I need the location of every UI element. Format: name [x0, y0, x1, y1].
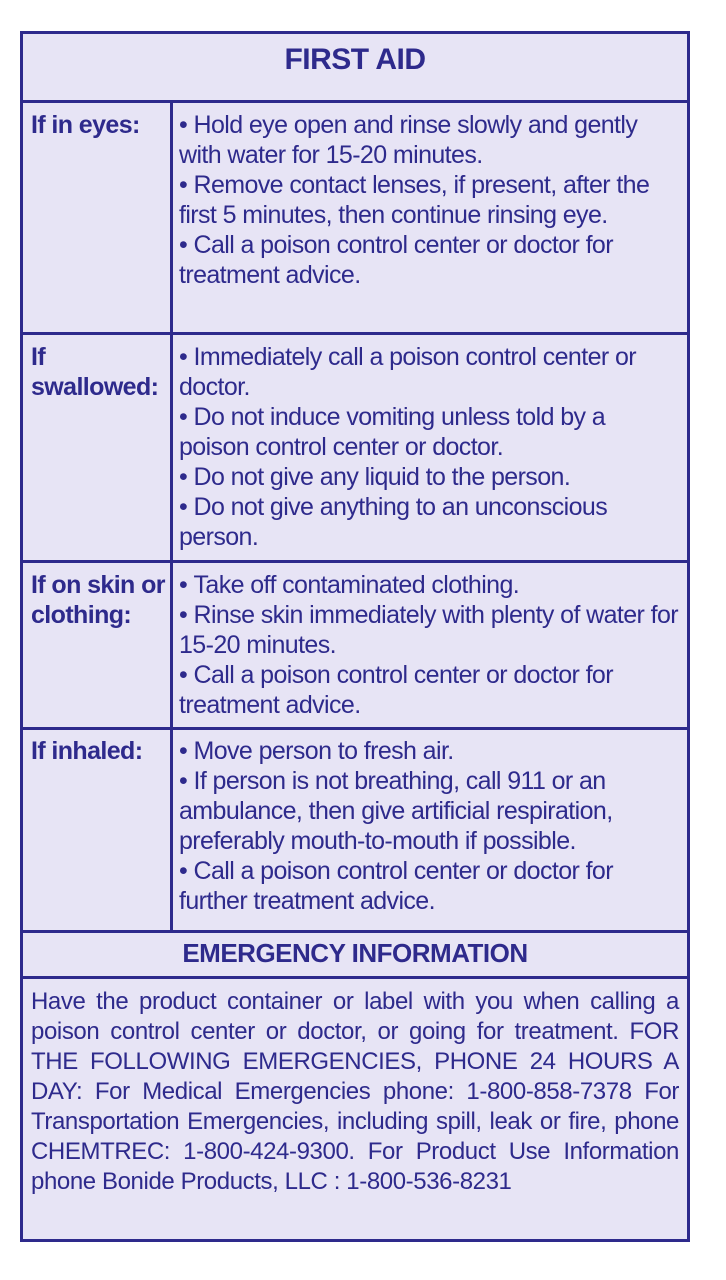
- section-label-swallowed: If swallowed:: [31, 343, 159, 401]
- first-aid-panel: [20, 31, 690, 1242]
- list-item: • Do not give anything to an unconscious person.: [179, 492, 681, 552]
- list-item: • Rinse skin immediately with plenty of water for 15-20 minutes.: [179, 600, 681, 660]
- section-items-eyes: [179, 110, 681, 290]
- section-label-skin: If on skin or clothing:: [31, 571, 165, 629]
- list-item: • Immediately call a poison control center or doctor.: [179, 342, 681, 402]
- divider: [23, 976, 687, 979]
- list-item: • Do not induce vomiting unless told by a poison control center or doctor.: [179, 402, 681, 462]
- section-label-inhaled: If inhaled:: [31, 737, 143, 765]
- list-item: • Call a poison control center or doctor for treatment advice.: [179, 230, 681, 290]
- section-items-swallowed: [179, 342, 681, 552]
- section-items-inhaled: [179, 736, 681, 916]
- section-items-skin: [179, 570, 681, 720]
- list-item: • Call a poison control center or doctor for treatment advice.: [179, 660, 681, 720]
- list-item: • Do not give any liquid to the person.: [179, 462, 681, 492]
- divider: [23, 100, 687, 103]
- divider: [23, 727, 687, 730]
- list-item: • Take off contaminated clothing.: [179, 570, 681, 600]
- emergency-text: Have the product container or label with you when calling a poison control center or doctor, or going for treatment. FOR THE FOLLOWING EMERGENCIES, PHONE 24 HOURS A DAY: For Medical Emergencies phone: 1-800-858-7378 For Transportation Emergencies, including spill, leak or fire, phone CHEMTREC: 1-800-424-9300. For Product Use Information phone Bonide Products, LLC : 1-800-536-8231: [31, 988, 679, 1195]
- first-aid-title: FIRST AID: [284, 43, 426, 76]
- list-item: • Call a poison control center or doctor for further treatment advice.: [179, 856, 681, 916]
- list-item: • Move person to fresh air.: [179, 736, 681, 766]
- divider: [23, 332, 687, 335]
- emergency-title: EMERGENCY INFORMATION: [182, 938, 528, 968]
- list-item: • Remove contact lenses, if present, after the first 5 minutes, then continue rinsing eye.: [179, 170, 681, 230]
- list-item: • Hold eye open and rinse slowly and gently with water for 15-20 minutes.: [179, 110, 681, 170]
- column-divider: [170, 100, 173, 932]
- divider: [23, 560, 687, 563]
- list-item: • If person is not breathing, call 911 or an ambulance, then give artificial respiration, preferably mouth-to-mouth if possible.: [179, 766, 681, 856]
- divider: [23, 930, 687, 933]
- section-label-eyes: If in eyes:: [31, 111, 140, 139]
